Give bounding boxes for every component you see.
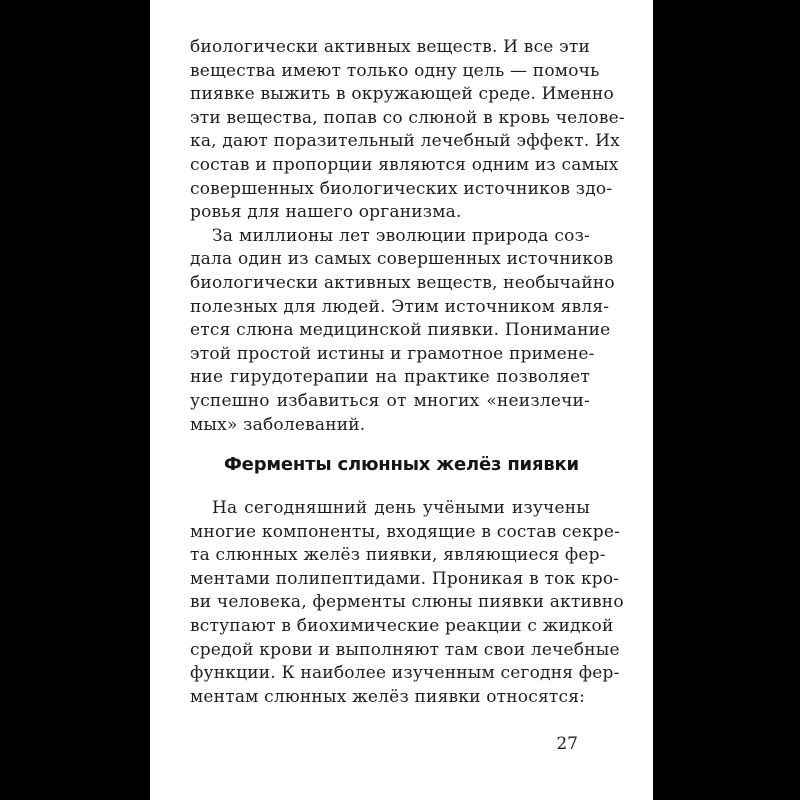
text-line: средой крови и выполняют там свои лечебные — [190, 639, 620, 660]
text-line: ние гирудотерапии на практике позволяет — [190, 367, 590, 388]
text-line: ется слюна медицинской пиявки. Понимание — [190, 320, 611, 341]
text-block-top — [190, 36, 625, 437]
text-line: та слюнных желёз пиявки, являющиеся фер- — [190, 545, 606, 566]
text-line: полезных для людей. Этим источником явля- — [190, 296, 610, 317]
text-line: биологически активных веществ, необычайно — [190, 272, 615, 293]
page-number: 27 — [556, 734, 578, 754]
book-page — [150, 0, 653, 800]
text-line: За миллионы лет эволюции природа соз- — [212, 225, 590, 246]
text-line: многие компоненты, входящие в состав секре- — [190, 521, 621, 542]
text-line: совершенных биологических источников здо- — [190, 178, 613, 199]
text-line: пиявке выжить в окружающей среде. Именно — [190, 84, 614, 105]
text-line: вступают в биохимические реакции с жидкой — [190, 615, 614, 636]
section-heading: Ферменты слюнных желёз пиявки — [224, 454, 579, 475]
text-line: вещества имеют только одну цель — помочь — [190, 60, 600, 81]
text-line: ментами полипептидами. Проникая в ток кро- — [190, 568, 620, 589]
text-line: успешно избавиться от многих «неизлечи- — [190, 390, 590, 411]
text-line: мых» заболеваний. — [190, 414, 366, 435]
text-block-bottom — [190, 497, 624, 709]
text-line: На сегодняшний день учёными изучены — [212, 498, 590, 518]
text-line: биологически активных веществ. И все эти — [190, 37, 591, 57]
text-line: ментам слюнных желёз пиявки относятся: — [190, 686, 586, 707]
text-line: ка, дают поразительный лечебный эффект. Их — [190, 131, 620, 152]
text-line: функции. К наиболее изученным сегодня фер- — [190, 663, 620, 684]
text-line: состав и пропорции являются одним из самых — [190, 154, 619, 175]
text-line: ровья для нашего организма. — [190, 202, 462, 223]
text-line: дала один из самых совершенных источников — [190, 249, 614, 270]
text-line: ви человека, ферменты слюны пиявки активно — [190, 592, 624, 613]
text-line: этой простой истины и грамотное примене- — [190, 343, 595, 364]
text-line: эти вещества, попав со слюной в кровь челове- — [190, 107, 625, 128]
